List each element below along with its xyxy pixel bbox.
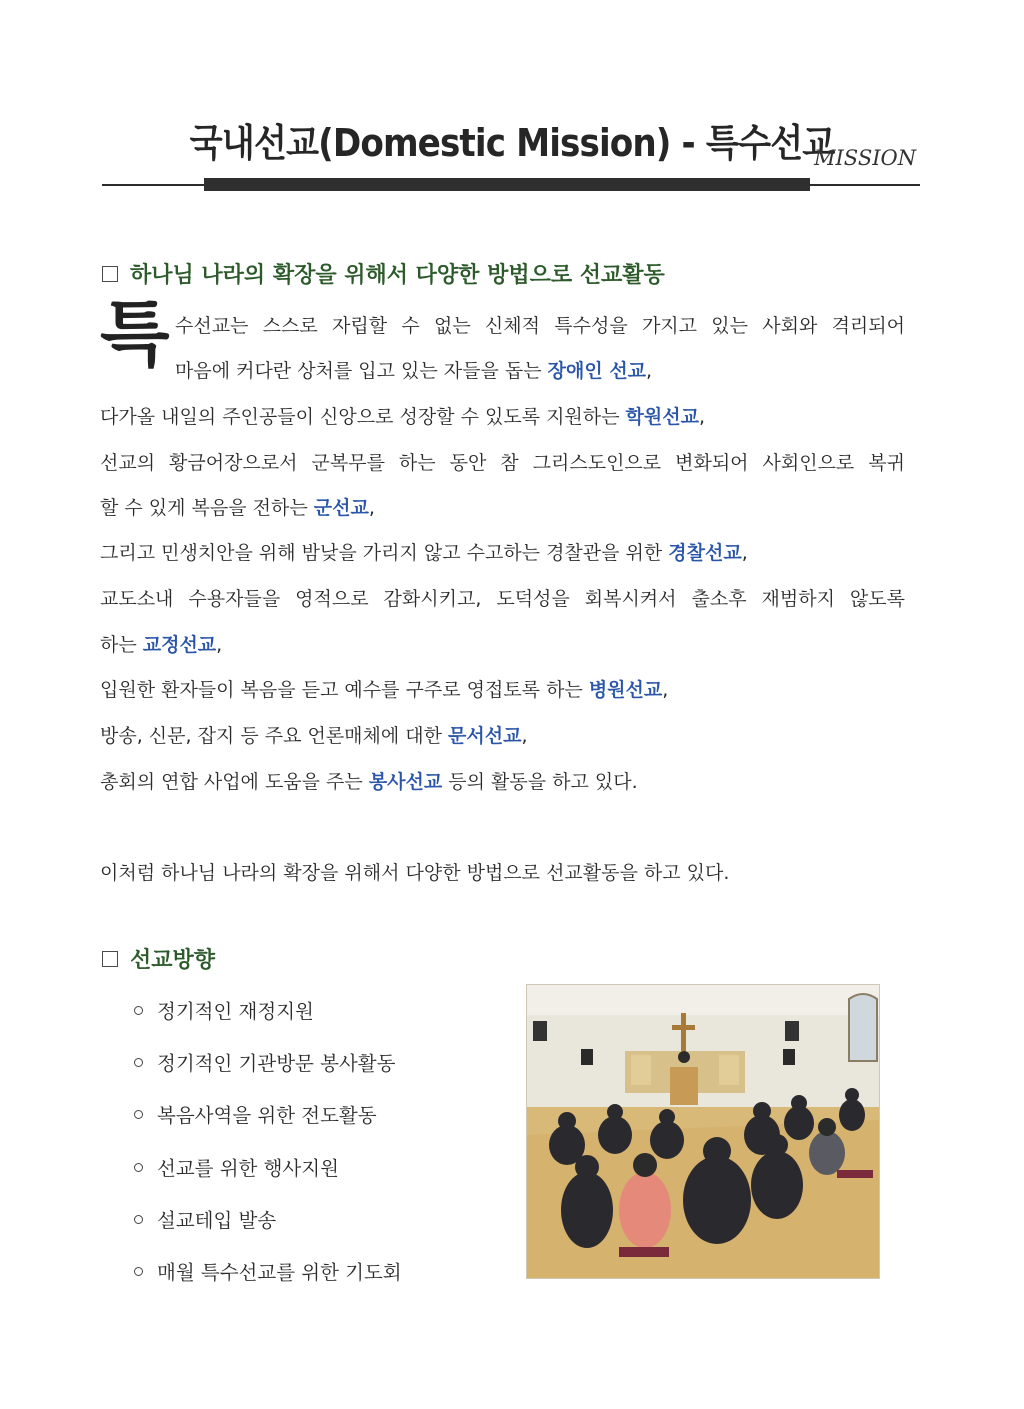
paragraph-line-10: 방송, 신문, 잡지 등 주요 언론매체에 대한 문서선교,	[100, 725, 528, 747]
checkbox-icon	[102, 951, 118, 967]
paragraph-line-11: 총회의 연합 사업에 도움을 주는 봉사선교 등의 활동을 하고 있다.	[100, 771, 638, 793]
title-rule-thick	[204, 178, 810, 191]
paragraph-line-4: 선교의 황금어장으로서 군복무를 하는 동안 참 그리스도인으로 변화되어 사회인으로 복귀	[100, 452, 905, 474]
list-item: 정기적인 재정지원	[134, 996, 314, 1024]
list-item: 선교를 위한 행사지원	[134, 1153, 339, 1181]
paragraph-line-1: 수선교는 스스로 자립할 수 없는 신체적 특수성을 가지고 있는 사회와 격리되어	[175, 315, 905, 337]
highlight-correction-mission: 교정선교	[142, 634, 217, 656]
circle-bullet-icon	[134, 1110, 143, 1119]
highlight-hospital-mission: 병원선교	[588, 679, 663, 701]
list-item: 매월 특수선교를 위한 기도회	[134, 1257, 402, 1285]
circle-bullet-icon	[134, 1163, 143, 1172]
closing-sentence: 이처럼 하나님 나라의 확장을 위해서 다양한 방법으로 선교활동을 하고 있다.	[100, 862, 730, 884]
paragraph-line-6: 그리고 민생치안을 위해 밤낮을 가리지 않고 수고하는 경찰관을 위한 경찰선교,	[100, 542, 748, 564]
circle-bullet-icon	[134, 1006, 143, 1015]
checkbox-icon	[102, 266, 118, 282]
highlight-school-mission: 학원선교	[625, 406, 699, 428]
paragraph-line-8: 하는 교정선교,	[100, 634, 223, 656]
list-item: 복음사역을 위한 전도활동	[134, 1100, 377, 1128]
circle-bullet-icon	[134, 1267, 143, 1276]
paragraph-line-7: 교도소내 수용자들을 영적으로 감화시키고, 도덕성을 회복시켜서 출소후 재범하지 않도록	[100, 588, 905, 610]
worship-service-photo	[526, 984, 880, 1279]
highlight-service-mission: 봉사선교	[368, 771, 443, 793]
circle-bullet-icon	[134, 1058, 143, 1067]
section-heading-direction	[102, 943, 215, 974]
highlight-police-mission: 경찰선교	[668, 542, 742, 564]
paragraph-line-3: 다가올 내일의 주인공들이 신앙으로 성장할 수 있도록 지원하는 학원선교,	[100, 406, 705, 428]
section-heading-text: 하나님 나라의 확장을 위해서 다양한 방법으로 선교활동	[130, 263, 665, 288]
highlight-military-mission: 군선교	[313, 497, 369, 519]
section-heading-text: 선교방향	[130, 948, 216, 973]
list-item: 정기적인 기관방문 봉사활동	[134, 1048, 395, 1076]
drop-cap: 특	[100, 292, 170, 376]
paragraph-line-5: 할 수 있게 복음을 전하는 군선교,	[100, 497, 375, 519]
circle-bullet-icon	[134, 1215, 143, 1224]
mission-tag: MISSION	[814, 146, 917, 170]
highlight-literature-mission: 문서선교	[448, 725, 522, 747]
paragraph-line-2: 마음에 커다란 상처를 입고 있는 자들을 돕는 장애인 선교,	[175, 360, 653, 382]
page-title: 국내선교(Domestic Mission) - 특수선교	[189, 121, 835, 165]
worship-scene-illustration	[527, 985, 879, 1278]
highlight-disabled-mission: 장애인 선교	[547, 360, 647, 382]
list-item: 설교테입 발송	[134, 1205, 276, 1233]
section-heading-activities	[102, 258, 665, 289]
paragraph-line-9: 입원한 환자들이 복음을 듣고 예수를 구주로 영접토록 하는 병원선교,	[100, 679, 669, 701]
